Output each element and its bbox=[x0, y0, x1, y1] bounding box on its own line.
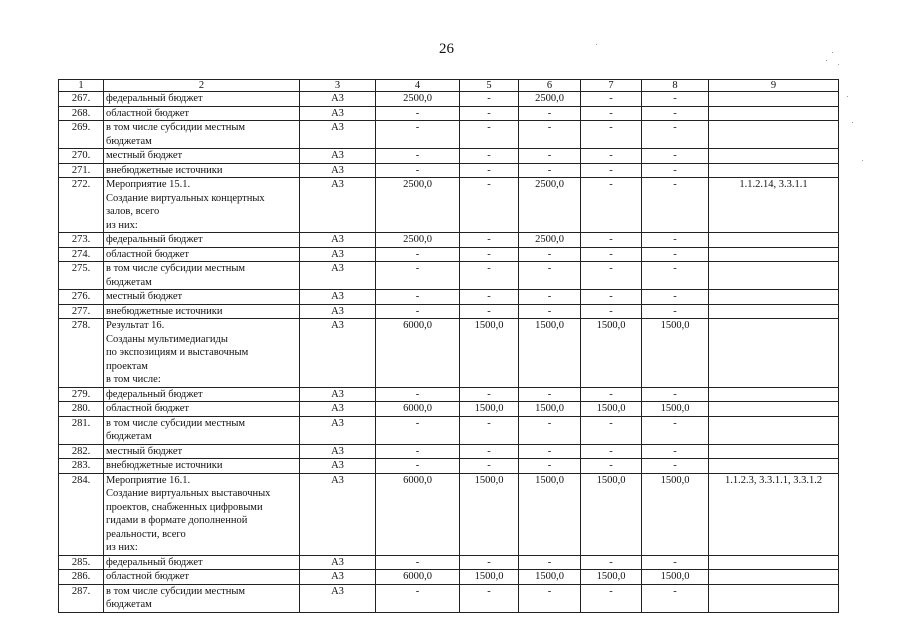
header-cell: 5 bbox=[460, 80, 519, 92]
indicator-link-cell bbox=[709, 163, 839, 178]
year-value-cell: - bbox=[581, 121, 642, 149]
header-cell: 9 bbox=[709, 80, 839, 92]
year-value-cell: - bbox=[581, 163, 642, 178]
total-cell: - bbox=[376, 262, 460, 290]
code-cell: А3 bbox=[300, 473, 376, 555]
indicator-link-cell bbox=[709, 247, 839, 262]
item-name: внебюджетные источники bbox=[104, 459, 300, 474]
item-name: областной бюджет bbox=[104, 106, 300, 121]
total-cell: - bbox=[376, 247, 460, 262]
item-name: Мероприятие 15.1. Создание виртуальных концертных залов, всего из них: bbox=[104, 178, 300, 233]
year-value-cell: - bbox=[519, 304, 581, 319]
year-value-cell: - bbox=[642, 233, 709, 248]
indicator-link-cell: 1.1.2.3, 3.3.1.1, 3.3.1.2 bbox=[709, 473, 839, 555]
row-number: 286. bbox=[59, 570, 104, 585]
table-row bbox=[59, 233, 839, 248]
code-cell: А3 bbox=[300, 444, 376, 459]
row-number: 280. bbox=[59, 402, 104, 417]
row-number: 267. bbox=[59, 92, 104, 107]
year-value-cell: 1500,0 bbox=[519, 402, 581, 417]
table-row bbox=[59, 570, 839, 585]
year-value-cell: - bbox=[460, 106, 519, 121]
item-name: областной бюджет bbox=[104, 247, 300, 262]
scan-speck bbox=[838, 64, 839, 65]
total-cell: - bbox=[376, 121, 460, 149]
year-value-cell: - bbox=[581, 247, 642, 262]
header-cell: 3 bbox=[300, 80, 376, 92]
table-row bbox=[59, 584, 839, 612]
year-value-cell: - bbox=[642, 584, 709, 612]
year-value-cell: - bbox=[581, 149, 642, 164]
code-cell: А3 bbox=[300, 106, 376, 121]
page-number: 26 bbox=[439, 41, 454, 57]
row-number: 281. bbox=[59, 416, 104, 444]
item-name: местный бюджет bbox=[104, 290, 300, 305]
year-value-cell: 1500,0 bbox=[642, 570, 709, 585]
scan-speck bbox=[852, 122, 853, 123]
code-cell: А3 bbox=[300, 247, 376, 262]
year-value-cell: 1500,0 bbox=[581, 402, 642, 417]
item-name: Мероприятие 16.1. Создание виртуальных выставочных проектов, снабженных цифровыми гидами в формате дополненной реальности, всего из них: bbox=[104, 473, 300, 555]
total-cell: 2500,0 bbox=[376, 233, 460, 248]
year-value-cell: - bbox=[642, 178, 709, 233]
table-row bbox=[59, 149, 839, 164]
total-cell: - bbox=[376, 459, 460, 474]
item-name: местный бюджет bbox=[104, 149, 300, 164]
total-cell: - bbox=[376, 290, 460, 305]
item-name: внебюджетные источники bbox=[104, 304, 300, 319]
year-value-cell: - bbox=[642, 149, 709, 164]
year-value-cell: 1500,0 bbox=[581, 570, 642, 585]
year-value-cell: - bbox=[581, 106, 642, 121]
year-value-cell: - bbox=[460, 233, 519, 248]
year-value-cell: 1500,0 bbox=[519, 473, 581, 555]
year-value-cell: - bbox=[581, 416, 642, 444]
year-value-cell: - bbox=[642, 304, 709, 319]
year-value-cell: - bbox=[460, 262, 519, 290]
row-number: 269. bbox=[59, 121, 104, 149]
indicator-link-cell bbox=[709, 304, 839, 319]
year-value-cell: 1500,0 bbox=[581, 473, 642, 555]
indicator-link-cell bbox=[709, 584, 839, 612]
indicator-link-cell bbox=[709, 416, 839, 444]
total-cell: - bbox=[376, 106, 460, 121]
year-value-cell: - bbox=[519, 121, 581, 149]
table-row bbox=[59, 290, 839, 305]
row-number: 279. bbox=[59, 387, 104, 402]
year-value-cell: - bbox=[642, 416, 709, 444]
code-cell: А3 bbox=[300, 459, 376, 474]
year-value-cell: - bbox=[581, 555, 642, 570]
item-name: областной бюджет bbox=[104, 402, 300, 417]
header-cell: 2 bbox=[104, 80, 300, 92]
code-cell: А3 bbox=[300, 149, 376, 164]
year-value-cell: - bbox=[642, 290, 709, 305]
item-name: федеральный бюджет bbox=[104, 92, 300, 107]
item-name: в том числе субсидии местным бюджетам bbox=[104, 262, 300, 290]
table-row bbox=[59, 163, 839, 178]
year-value-cell: - bbox=[581, 178, 642, 233]
scan-speck bbox=[596, 44, 597, 45]
total-cell: 2500,0 bbox=[376, 178, 460, 233]
year-value-cell: - bbox=[642, 106, 709, 121]
indicator-link-cell bbox=[709, 262, 839, 290]
year-value-cell: - bbox=[519, 290, 581, 305]
row-number: 272. bbox=[59, 178, 104, 233]
code-cell: А3 bbox=[300, 555, 376, 570]
year-value-cell: 1500,0 bbox=[642, 319, 709, 388]
table-row bbox=[59, 319, 839, 388]
code-cell: А3 bbox=[300, 319, 376, 388]
table-row bbox=[59, 444, 839, 459]
year-value-cell: 2500,0 bbox=[519, 233, 581, 248]
scan-speck bbox=[826, 60, 827, 61]
year-value-cell: - bbox=[519, 444, 581, 459]
item-name: федеральный бюджет bbox=[104, 387, 300, 402]
total-cell: - bbox=[376, 163, 460, 178]
total-cell: - bbox=[376, 149, 460, 164]
indicator-link-cell bbox=[709, 402, 839, 417]
row-number: 270. bbox=[59, 149, 104, 164]
code-cell: А3 bbox=[300, 584, 376, 612]
total-cell: - bbox=[376, 416, 460, 444]
year-value-cell: - bbox=[460, 387, 519, 402]
row-number: 282. bbox=[59, 444, 104, 459]
item-name: Результат 16. Созданы мультимедиагиды по экспозициям и выставочным проектам в том числе: bbox=[104, 319, 300, 388]
year-value-cell: - bbox=[460, 247, 519, 262]
year-value-cell: - bbox=[460, 584, 519, 612]
code-cell: А3 bbox=[300, 163, 376, 178]
scan-speck bbox=[862, 160, 863, 161]
code-cell: А3 bbox=[300, 178, 376, 233]
item-name: в том числе субсидии местным бюджетам bbox=[104, 584, 300, 612]
year-value-cell: - bbox=[642, 262, 709, 290]
table-row bbox=[59, 555, 839, 570]
year-value-cell: - bbox=[581, 459, 642, 474]
row-number: 276. bbox=[59, 290, 104, 305]
year-value-cell: 1500,0 bbox=[460, 570, 519, 585]
header-cell: 7 bbox=[581, 80, 642, 92]
year-value-cell: - bbox=[460, 416, 519, 444]
year-value-cell: - bbox=[642, 444, 709, 459]
indicator-link-cell bbox=[709, 121, 839, 149]
year-value-cell: - bbox=[519, 459, 581, 474]
year-value-cell: - bbox=[460, 304, 519, 319]
year-value-cell: 1500,0 bbox=[460, 402, 519, 417]
table-body bbox=[59, 92, 839, 613]
year-value-cell: - bbox=[460, 163, 519, 178]
row-number: 268. bbox=[59, 106, 104, 121]
total-cell: 6000,0 bbox=[376, 473, 460, 555]
table-row bbox=[59, 473, 839, 555]
year-value-cell: - bbox=[581, 290, 642, 305]
scan-speck bbox=[847, 96, 848, 97]
header-cell: 6 bbox=[519, 80, 581, 92]
year-value-cell: 1500,0 bbox=[519, 319, 581, 388]
table-row bbox=[59, 178, 839, 233]
item-name: федеральный бюджет bbox=[104, 233, 300, 248]
table-row bbox=[59, 416, 839, 444]
year-value-cell: 2500,0 bbox=[519, 92, 581, 107]
year-value-cell: 1500,0 bbox=[460, 473, 519, 555]
year-value-cell: - bbox=[581, 304, 642, 319]
year-value-cell: - bbox=[460, 149, 519, 164]
year-value-cell: - bbox=[519, 163, 581, 178]
item-name: в том числе субсидии местным бюджетам bbox=[104, 121, 300, 149]
year-value-cell: - bbox=[519, 262, 581, 290]
indicator-link-cell: 1.1.2.14, 3.3.1.1 bbox=[709, 178, 839, 233]
year-value-cell: - bbox=[642, 92, 709, 107]
year-value-cell: 1500,0 bbox=[642, 402, 709, 417]
year-value-cell: - bbox=[519, 555, 581, 570]
year-value-cell: - bbox=[519, 416, 581, 444]
header-cell: 8 bbox=[642, 80, 709, 92]
year-value-cell: - bbox=[642, 387, 709, 402]
indicator-link-cell bbox=[709, 319, 839, 388]
budget-table bbox=[58, 79, 839, 613]
year-value-cell: 1500,0 bbox=[519, 570, 581, 585]
year-value-cell: - bbox=[581, 387, 642, 402]
item-name: внебюджетные источники bbox=[104, 163, 300, 178]
year-value-cell: - bbox=[581, 584, 642, 612]
year-value-cell: - bbox=[460, 178, 519, 233]
header-cell: 4 bbox=[376, 80, 460, 92]
year-value-cell: - bbox=[642, 459, 709, 474]
row-number: 273. bbox=[59, 233, 104, 248]
code-cell: А3 bbox=[300, 262, 376, 290]
row-number: 275. bbox=[59, 262, 104, 290]
item-name: федеральный бюджет bbox=[104, 555, 300, 570]
year-value-cell: - bbox=[519, 387, 581, 402]
indicator-link-cell bbox=[709, 555, 839, 570]
year-value-cell: - bbox=[519, 149, 581, 164]
item-name: областной бюджет bbox=[104, 570, 300, 585]
year-value-cell: - bbox=[519, 106, 581, 121]
table-row bbox=[59, 459, 839, 474]
code-cell: А3 bbox=[300, 121, 376, 149]
year-value-cell: - bbox=[460, 290, 519, 305]
year-value-cell: - bbox=[460, 444, 519, 459]
year-value-cell: - bbox=[581, 262, 642, 290]
header-cell: 1 bbox=[59, 80, 104, 92]
row-number: 284. bbox=[59, 473, 104, 555]
item-name: местный бюджет bbox=[104, 444, 300, 459]
indicator-link-cell bbox=[709, 387, 839, 402]
scan-speck bbox=[832, 52, 833, 53]
total-cell: - bbox=[376, 584, 460, 612]
table-row bbox=[59, 262, 839, 290]
total-cell: 6000,0 bbox=[376, 319, 460, 388]
year-value-cell: - bbox=[460, 121, 519, 149]
total-cell: - bbox=[376, 304, 460, 319]
indicator-link-cell bbox=[709, 233, 839, 248]
year-value-cell: - bbox=[581, 444, 642, 459]
total-cell: - bbox=[376, 555, 460, 570]
indicator-link-cell bbox=[709, 290, 839, 305]
year-value-cell: - bbox=[642, 555, 709, 570]
table-row bbox=[59, 402, 839, 417]
indicator-link-cell bbox=[709, 149, 839, 164]
row-number: 285. bbox=[59, 555, 104, 570]
year-value-cell: 1500,0 bbox=[581, 319, 642, 388]
year-value-cell: - bbox=[581, 233, 642, 248]
table-row bbox=[59, 387, 839, 402]
total-cell: - bbox=[376, 444, 460, 459]
year-value-cell: - bbox=[642, 247, 709, 262]
code-cell: А3 bbox=[300, 233, 376, 248]
indicator-link-cell bbox=[709, 459, 839, 474]
row-number: 271. bbox=[59, 163, 104, 178]
year-value-cell: - bbox=[642, 163, 709, 178]
year-value-cell: 2500,0 bbox=[519, 178, 581, 233]
table-row bbox=[59, 106, 839, 121]
total-cell: - bbox=[376, 387, 460, 402]
code-cell: А3 bbox=[300, 570, 376, 585]
year-value-cell: 1500,0 bbox=[460, 319, 519, 388]
header-row bbox=[59, 80, 839, 92]
row-number: 287. bbox=[59, 584, 104, 612]
indicator-link-cell bbox=[709, 92, 839, 107]
row-number: 283. bbox=[59, 459, 104, 474]
indicator-link-cell bbox=[709, 106, 839, 121]
year-value-cell: - bbox=[460, 555, 519, 570]
row-number: 274. bbox=[59, 247, 104, 262]
year-value-cell: - bbox=[519, 247, 581, 262]
code-cell: А3 bbox=[300, 402, 376, 417]
year-value-cell: - bbox=[519, 584, 581, 612]
total-cell: 2500,0 bbox=[376, 92, 460, 107]
total-cell: 6000,0 bbox=[376, 570, 460, 585]
indicator-link-cell bbox=[709, 444, 839, 459]
year-value-cell: 1500,0 bbox=[642, 473, 709, 555]
year-value-cell: - bbox=[460, 459, 519, 474]
table-row bbox=[59, 92, 839, 107]
code-cell: А3 bbox=[300, 92, 376, 107]
row-number: 278. bbox=[59, 319, 104, 388]
code-cell: А3 bbox=[300, 387, 376, 402]
table-row bbox=[59, 121, 839, 149]
table-row bbox=[59, 247, 839, 262]
row-number: 277. bbox=[59, 304, 104, 319]
year-value-cell: - bbox=[460, 92, 519, 107]
code-cell: А3 bbox=[300, 304, 376, 319]
indicator-link-cell bbox=[709, 570, 839, 585]
code-cell: А3 bbox=[300, 416, 376, 444]
year-value-cell: - bbox=[581, 92, 642, 107]
year-value-cell: - bbox=[642, 121, 709, 149]
item-name: в том числе субсидии местным бюджетам bbox=[104, 416, 300, 444]
code-cell: А3 bbox=[300, 290, 376, 305]
total-cell: 6000,0 bbox=[376, 402, 460, 417]
table-row bbox=[59, 304, 839, 319]
